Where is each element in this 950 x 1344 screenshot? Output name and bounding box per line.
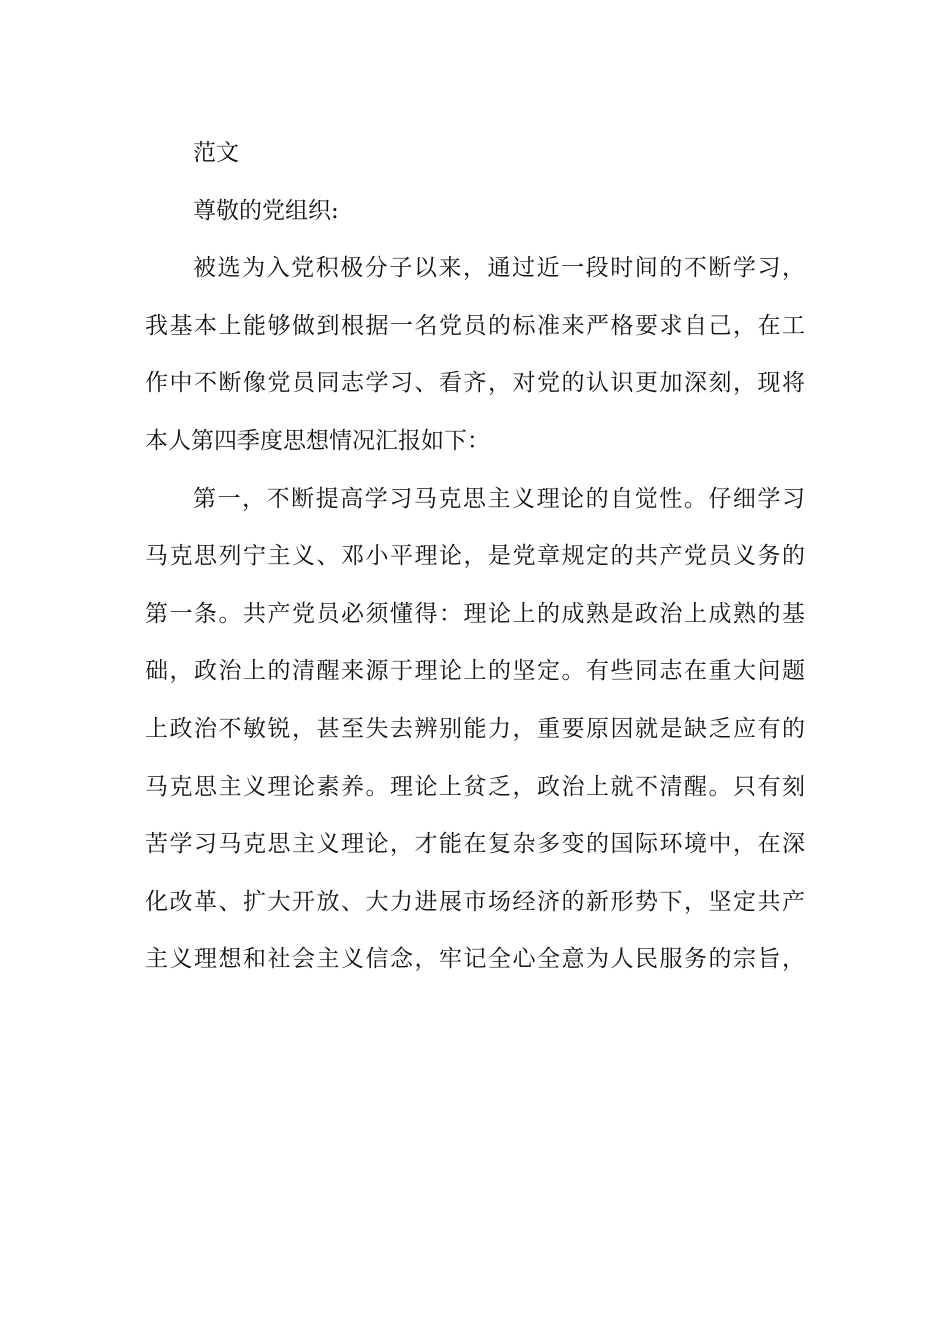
paragraph-line: 苦学习马克思主义理论，才能在复杂多变的国际环境中，在深	[145, 831, 805, 858]
paragraph-line: 我基本上能够做到根据一名党员的标准来严格要求自己，在工	[145, 312, 805, 339]
paragraph-line: 马克思主义理论素养。理论上贫乏，政治上就不清醒。只有刻	[145, 773, 805, 800]
paragraph-1	[145, 248, 805, 478]
paragraph-line: 马克思列宁主义、邓小平理论，是党章规定的共产党员义务的	[145, 543, 805, 570]
paragraph-2	[145, 479, 805, 997]
paragraph-line: 主义理想和社会主义信念，牢记全心全意为人民服务的宗旨，	[145, 946, 805, 973]
paragraph-line: 本人第四季度思想情况汇报如下：	[145, 427, 490, 454]
paragraph-line: 作中不断像党员同志学习、看齐，对党的认识更加深刻，现将	[145, 370, 805, 397]
paragraph-line: 础，政治上的清醒来源于理论上的坚定。有些同志在重大问题	[145, 658, 805, 685]
paragraph-line: 第一，不断提高学习马克思主义理论的自觉性。仔细学习	[193, 485, 805, 512]
paragraph-line: 被选为入党积极分子以来，通过近一段时间的不断学习，	[193, 255, 805, 282]
paragraph-line: 第一条。共产党员必须懂得：理论上的成熟是政治上成熟的基	[145, 600, 805, 627]
paragraph-line: 化改革、扩大开放、大力进展市场经济的新形势下，坚定共产	[145, 888, 805, 915]
paragraph-line: 上政治不敏锐，甚至失去辨别能力，重要原因就是缺乏应有的	[145, 715, 805, 742]
document-heading: 范文	[193, 140, 239, 166]
document-body	[145, 133, 805, 997]
salutation: 尊敬的党组织:	[193, 197, 339, 224]
